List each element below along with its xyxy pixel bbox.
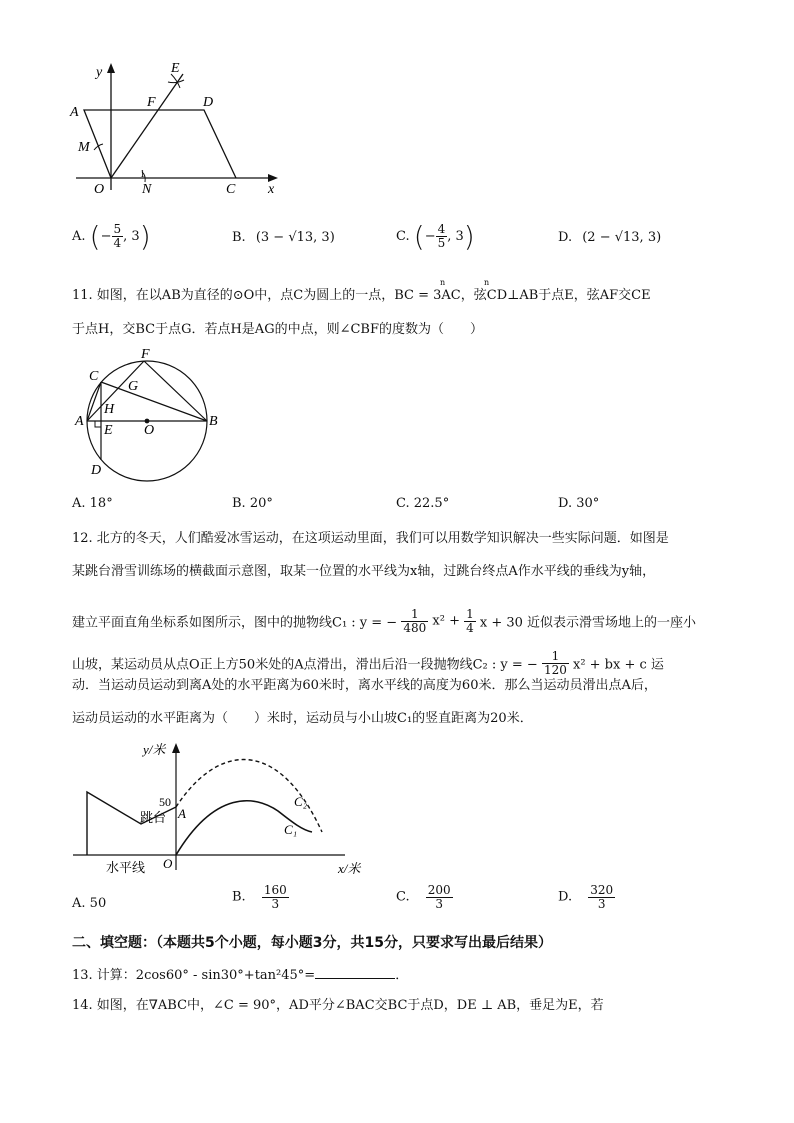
q13: [72, 964, 408, 983]
option-text: (2 − √13, 3): [582, 230, 662, 245]
q11-point-b: B: [209, 414, 218, 429]
q13-answer-blank[interactable]: [315, 978, 395, 979]
line3-pre: 建立平面直角坐标系如图所示，图中的抛物线C₁ : y = −: [72, 615, 398, 631]
section-heading: 二、填空题：（本题共5个小题，每小题3分，共15分，只要求写出最后结果）: [72, 935, 552, 951]
line3-post: x + 30 近似表示滑雪场地上的一座小: [479, 615, 697, 631]
q12-line1: 12. 北方的冬天，人们酷爱冰雪运动，在这项运动里面，我们可以用数学知识解决一些实际问题．如图是: [72, 531, 669, 546]
option-tail: , 3: [447, 229, 464, 244]
q11-option-d[interactable]: D. 30°: [558, 496, 600, 511]
q12-x-label: x/米: [338, 861, 361, 876]
q12-option-c[interactable]: [396, 884, 453, 910]
q11-point-a: A: [75, 414, 84, 429]
q12-fifty: 50: [159, 795, 171, 809]
q12-horizon-label: 水平线: [106, 860, 146, 875]
fig10-point-n: N: [142, 182, 152, 197]
q11-line1: 11. 如图，在以AB为直径的⊙O中，点C为圆上的一点，BC = 3AC，弦CD⊥AB于点E，弦AF交CE: [72, 288, 651, 303]
q12-option-a[interactable]: [72, 896, 106, 911]
option-letter: D.: [558, 889, 573, 905]
option-den: 3: [597, 896, 606, 911]
option-letter: D.: [558, 230, 573, 245]
option-tail: , 3: [123, 229, 140, 244]
option-sign: −: [100, 229, 112, 244]
option-den: 3: [435, 896, 444, 911]
q12-y-label: y/米: [143, 742, 166, 757]
q11-point-d: D: [91, 463, 102, 478]
line3-frac1-den: 480: [403, 620, 427, 635]
option-den: 5: [437, 236, 446, 250]
q11-option-c[interactable]: C. 22.5°: [396, 496, 450, 511]
option-text: 50: [89, 896, 107, 911]
fig10-point-f: F: [147, 95, 156, 110]
line4-post: x² + bx + c 运: [572, 657, 664, 673]
q11-point-g: G: [128, 379, 139, 394]
q12-platform-label: 跳台: [140, 810, 167, 825]
q11-point-f: F: [141, 347, 150, 362]
line3-mid: x² +: [432, 613, 460, 629]
line4-frac-den: 120: [543, 662, 567, 677]
option-den: 3: [271, 896, 280, 911]
option-num: 5: [113, 222, 122, 237]
option-num: 320: [590, 883, 614, 897]
y-arrow-icon: [172, 743, 180, 753]
q12-option-b[interactable]: [232, 884, 289, 910]
fig10-tick-label: 1: [140, 169, 145, 180]
option-letter: B.: [232, 230, 246, 245]
q12-point-a: A: [178, 806, 186, 821]
q10-option-c[interactable]: C. (− $\frac{4}{5}$ , 3): [396, 220, 475, 253]
q12-c2-label: C₂: [294, 794, 308, 809]
fig10-point-o: O: [94, 182, 105, 197]
q12-line2: 某跳台滑雪训练场的横截面示意图，取某一位置的水平线为x轴，过跳台终点A作水平线的垂线为y轴，: [72, 564, 656, 579]
q11-point-h: H: [104, 402, 115, 417]
arc-mark-bc: n: [440, 278, 446, 287]
q11-line2: 于点H，交BC于点G．若点H是AG的中点，则∠CBF的度数为（ ）: [72, 322, 483, 337]
option-letter: C.: [396, 229, 410, 244]
line3-frac2-num: 1: [466, 607, 474, 621]
q11-point-c: C: [89, 369, 99, 384]
q11-option-b[interactable]: B. 20°: [232, 496, 273, 511]
option-num: 200: [427, 883, 451, 897]
line4-pre: 山坡，某运动员从点O正上方50米处的A点滑出，滑出后沿一段抛物线C₂ : y = −: [72, 657, 538, 673]
q14: 14. 如图，在∇ABC中，∠C = 90°，AD平分∠BAC交BC于点D，DE ⊥ AB，垂足为E，若: [72, 998, 604, 1013]
q13-end: ．: [395, 968, 409, 983]
q12-c1-label: C₁: [284, 822, 298, 837]
fig10-point-d: D: [203, 95, 214, 110]
option-num: 160: [263, 883, 287, 897]
fig10-y-label: y: [96, 65, 103, 80]
line4-frac-num: 1: [542, 650, 569, 664]
option-letter: A.: [72, 896, 86, 911]
q10-option-a[interactable]: A. (− $\frac{5}{4}$ , 3): [72, 220, 151, 253]
fig10-point-a: A: [70, 105, 79, 120]
q11-point-o: O: [144, 423, 155, 438]
q12-option-d[interactable]: [558, 884, 615, 910]
q13-text: 13. 计算：2cos60° - sin30°+tan²45°=: [72, 968, 316, 983]
line3-frac2-den: 4: [466, 620, 474, 635]
q12-line5: 动．当运动员运动到离A处的水平距离为60米时，离水平线的高度为60米．那么当运动员滑出点A后，: [72, 678, 657, 693]
line3-frac1-num: 1: [401, 608, 428, 622]
q11-option-a[interactable]: A. 18°: [72, 496, 113, 511]
fig10-point-e: E: [171, 61, 180, 76]
q12-point-o: O: [163, 856, 173, 871]
option-letter: A.: [72, 229, 86, 244]
q11-point-e: E: [104, 423, 113, 438]
fig10-point-c: C: [226, 182, 236, 197]
option-sign: −: [424, 229, 436, 244]
q12-line6: 运动员运动的水平距离为（ ）米时，运动员与小山坡C₁的竖直距离为20米．: [72, 711, 533, 726]
option-den: 4: [113, 236, 122, 250]
option-letter: C.: [396, 889, 410, 905]
fig10-point-m: M: [78, 140, 90, 155]
fig10-x-label: x: [268, 182, 275, 197]
arc-mark-ac: n: [484, 278, 490, 287]
option-num: 4: [437, 222, 446, 237]
option-text: (3 − √13, 3): [255, 230, 335, 245]
option-letter: B.: [232, 889, 246, 905]
